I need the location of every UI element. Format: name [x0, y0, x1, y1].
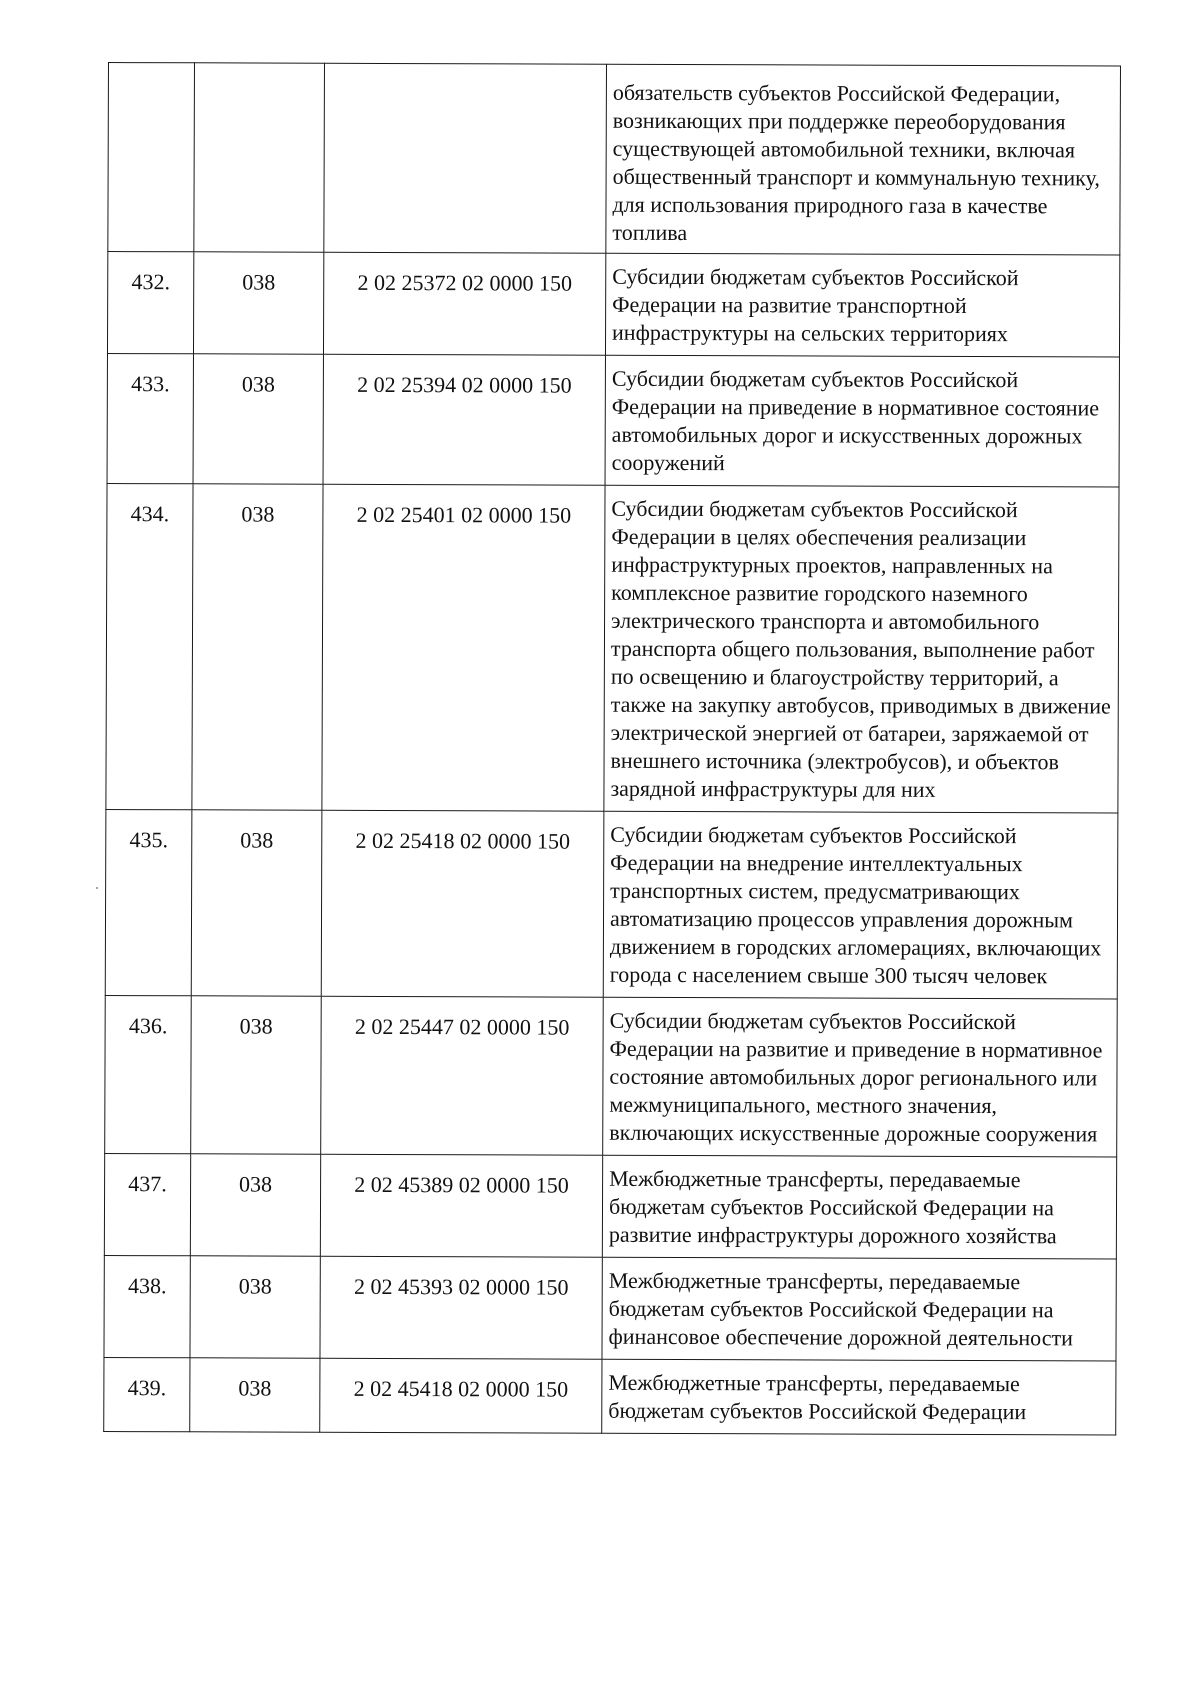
admin-code: 038: [190, 1256, 320, 1358]
table-row: [105, 995, 1118, 1157]
admin-code: 038: [193, 252, 323, 354]
admin-code: 038: [191, 996, 322, 1154]
row-number: 439.: [104, 1357, 190, 1431]
table-row: [108, 63, 1121, 256]
description: Субсидии бюджетам субъектов Российской Федерации на развитие и приведение в нормативное состояние автомобильных дорог регионального или межмуниципального, местного значения, включающих искусственные дорожные сооружения: [603, 997, 1118, 1157]
budget-code: 2 02 45418 02 0000 150: [320, 1358, 602, 1433]
description: Межбюджетные трансферты, передаваемые бюджетам субъектов Российской Федерации на финансовое обеспечение дорожной деятельности: [602, 1257, 1116, 1361]
budget-code: 2 02 25401 02 0000 150: [322, 484, 605, 811]
budget-codes-table: [103, 62, 1121, 1436]
row-number: 435.: [105, 809, 192, 995]
budget-code: [324, 63, 607, 253]
admin-code: 038: [190, 1154, 320, 1256]
description: Межбюджетные трансферты, передаваемые бюджетам субъектов Российской Федерации на развитие инфраструктуры дорожного хозяйства: [602, 1155, 1116, 1259]
description: Субсидии бюджетам субъектов Российской Федерации на внедрение интеллектуальных транспортных систем, предусматривающих автоматизацию процессов управления дорожным движением в городских агломерациях, включающих города с населением свыше 300 тысяч человек: [603, 811, 1118, 999]
admin-code: 038: [193, 354, 323, 484]
row-number: 438.: [104, 1255, 190, 1357]
budget-code: 2 02 45389 02 0000 150: [320, 1154, 602, 1257]
budget-code: 2 02 45393 02 0000 150: [320, 1256, 602, 1359]
admin-code: [194, 63, 325, 252]
admin-code: 038: [191, 810, 322, 996]
row-number: [108, 63, 195, 252]
table-row: [106, 483, 1119, 813]
row-number: 437.: [104, 1153, 190, 1255]
table-row: [104, 1255, 1116, 1361]
table-row: [105, 809, 1118, 999]
row-number: 433.: [107, 353, 193, 483]
table-row: [104, 1153, 1116, 1259]
table-row: [107, 252, 1119, 358]
description: обязательств субъектов Российской Федерации, возникающих при поддержке переоборудования существующей автомобильной техники, включая общественный транспорт и коммунальную технику, для использования природного газа в качестве топлива: [606, 64, 1121, 255]
scan-speck: [96, 887, 98, 889]
admin-code: 038: [190, 1358, 320, 1432]
description: Субсидии бюджетам субъектов Российской Федерации в целях обеспечения реализации инфраструктурных проектов, направленных на комплексное развитие городского наземного электрического транспорта и автомобильного транспорта общего пользования, выполнение работ по освещению и благоустройству территорий, а также на закупку автобусов, приводимых в движение электрической энергией от батареи, заряжаемой от внешнего источника (электробусов), и объектов зарядной инфраструктуры для них: [604, 485, 1119, 813]
row-number: 436.: [105, 995, 192, 1153]
budget-code: 2 02 25418 02 0000 150: [321, 810, 604, 997]
budget-code: 2 02 25447 02 0000 150: [321, 996, 604, 1155]
row-number: 432.: [107, 252, 193, 354]
admin-code: 038: [192, 484, 323, 810]
row-number: 434.: [106, 483, 193, 809]
description: Субсидии бюджетам субъектов Российской Федерации на развитие транспортной инфраструктуры на сельских территориях: [605, 253, 1119, 357]
table-row: [107, 353, 1119, 487]
table-row: [104, 1357, 1116, 1435]
budget-code: 2 02 25372 02 0000 150: [323, 252, 605, 355]
description: Межбюджетные трансферты, передаваемые бюджетам субъектов Российской Федерации: [602, 1359, 1116, 1435]
budget-code: 2 02 25394 02 0000 150: [323, 354, 605, 485]
description: Субсидии бюджетам субъектов Российской Федерации на приведение в нормативное состояние автомобильных дорог и искусственных дорожных сооружений: [605, 355, 1119, 487]
